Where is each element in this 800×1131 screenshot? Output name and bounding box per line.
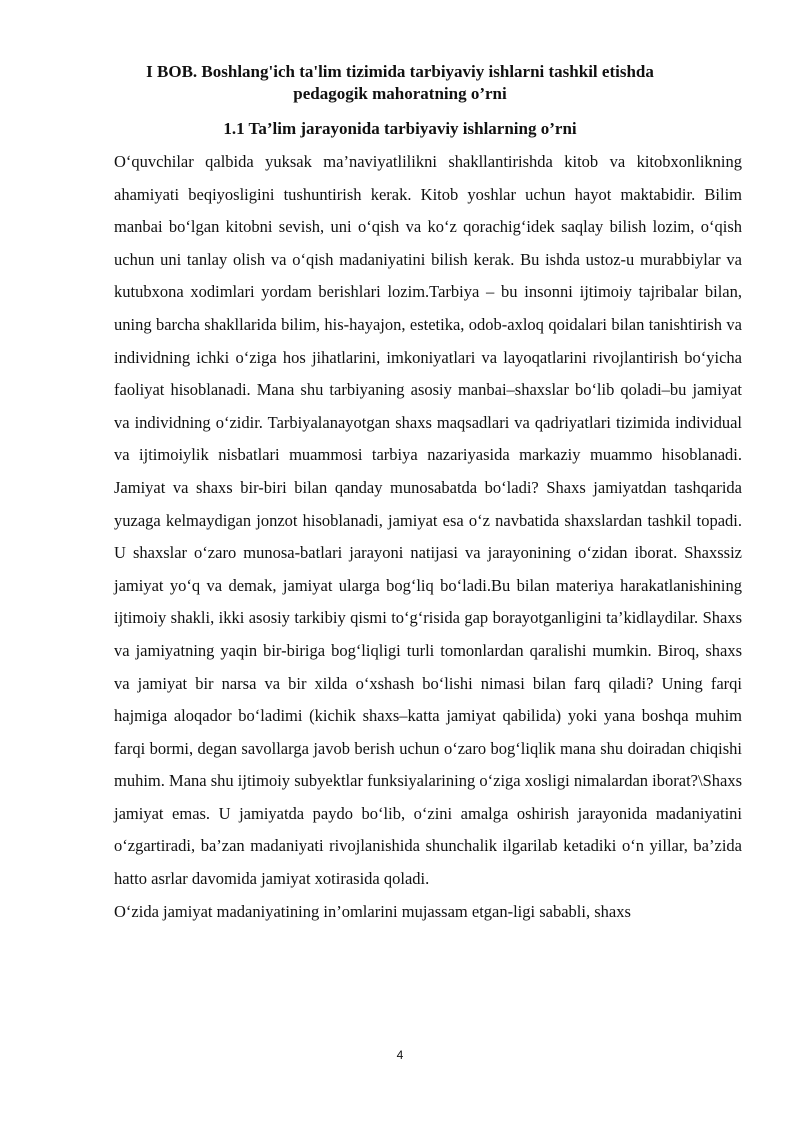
section-title: 1.1 Ta’lim jarayonida tarbiyaviy ishlarning o’rni bbox=[223, 119, 577, 138]
page-number: 4 bbox=[396, 1048, 404, 1062]
body-text bbox=[114, 146, 742, 928]
paragraph-2: O‘zida jamiyat madaniyatining in’omlarini mujassam etgan-ligi sababli, shaxs bbox=[114, 901, 631, 921]
paragraph-1: O‘quvchilar qalbida yuksak ma’naviyatlilikni shakllantirishda kitob va kitobxonlikning ahamiyati beqiyosligini tushuntirish kerak. Kitob yoshlar uchun hayot maktabidir. Bilim manbai bo‘lgan kitobni sevish, uni o‘qish va ko‘z qorachig‘idek saqlay bilish lozim, o‘qish uchun uni tanlay olish va o‘qish madaniyatini bilish kerak. Bu ishda ustoz-u murabbiylar va kutubxona xodimlari yordam berishlari lozim.Tarbiya – bu insonni ijtimoiy tajribalar bilan, uning barcha shakllarida bilim, his-hayajon, estetika, odob-axloq qoidalari bilan tanishtirish va individning ichki o‘ziga hos jihatlarini, imkoniyatlari va layoqatlarini rivojlantirish bo‘yicha faoliyat hisoblanadi. Mana shu tarbiyaning asosiy manbai–shaxslar bo‘lib qoladi–bu jamiyat va individning o‘zidir. Tarbiyalanayotgan shaxs maqsadlari va qadriyatlari tizimida individual va ijtimoiylik nisbatlari muammosi tarbiya nazariyasida markaziy muammo hisoblanadi. Jamiyat va shaxs bir-biri bilan qanday munosabatda bo‘ladi? Shaxs jamiyatdan tashqarida yuzaga kelmaydigan jonzot hisoblanadi, jamiyat esa o‘z navbatida shaxslardan tashkil topadi. U shaxslar o‘zaro munosa-batlari jarayoni natijasi va jarayonining o‘zidan iborat. Shaxssiz jamiyat yo‘q va demak, jamiyat ularga bog‘liq bo‘ladi.Bu bilan materiya harakatlanishining ijtimoiy shakli, ikki asosiy tarkibiy qismi to‘g‘risida gap borayotganligini ta’kidlaydilar. Shaxs va jamiyatning yaqin bir-biriga bog‘liqligi turli tomonlardan qaralishi mumkin. Biroq, shaxs va jamiyat bir narsa va bir xilda o‘xshash bo‘lishi nimasi bilan farq qiladi? Uning farqi hajmiga aloqador bo‘ladimi (kichik shaxs–katta jamiyat qabilida) yoki yana boshqa muhim farqi bormi, degan savollarga javob berish uchun o‘zaro bog‘liqlik mana shu doiradan chiqishi muhim. Mana shu ijtimoiy subyektlar funksiyalarining o‘ziga xosligi nimalardan iborat?\Shaxs jamiyat emas. U jamiyatda paydo bo‘lib, o‘zini amalga oshirish jarayonida madaniyatini o‘zgartiradi, ba’zan madaniyati rivojlanishida shunchalik ilgarilab ketadiki o‘n yillar, ba’zida hatto asrlar davomida jamiyat xotirasida qoladi. bbox=[114, 152, 742, 889]
chapter-title: I BOB. Boshlang'ich ta'lim tizimida tarbiyaviy ishlarni tashkil etishda pedagogik mahoratning o’rni bbox=[146, 62, 654, 103]
